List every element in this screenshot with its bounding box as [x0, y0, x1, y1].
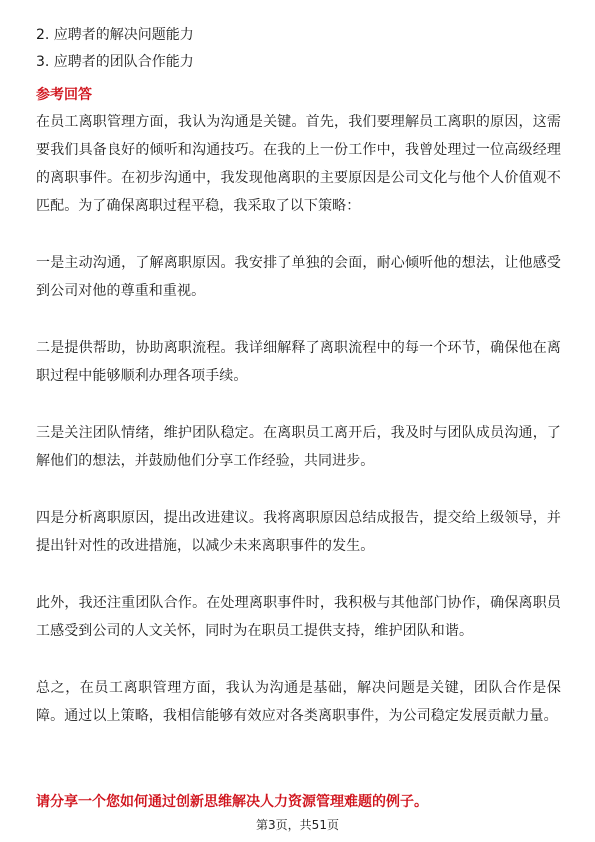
answer-paragraph: 在员工离职管理方面，我认为沟通是关键。首先，我们要理解员工离职的原因，这需要我们具备良好的倾听和沟通技巧。在我的上一份工作中，我曾处理过一位高级经理的离职事件。在初步沟通中，我发现他离职的主要原因是公司文化与他个人价值观不匹配。为了确保离职过程平稳，我采取了以下策略：: [36, 114, 561, 214]
page-footer: 第3页，共51页: [256, 818, 339, 832]
answer-heading: 参考回答: [36, 87, 92, 103]
list-item: 3. 应聘者的团队合作能力: [36, 54, 194, 70]
answer-paragraph: 四是分析离职原因，提出改进建议。我将离职原因总结成报告，提交给上级领导，并提出针对性的改进措施，以减少未来离职事件的发生。: [36, 510, 561, 554]
answer-paragraph: 此外，我还注重团队合作。在处理离职事件时，我积极与其他部门协作，确保离职员工感受到公司的人文关怀，同时为在职员工提供支持，维护团队和谐。: [36, 595, 561, 639]
answer-paragraph: 三是关注团队情绪，维护团队稳定。在离职员工离开后，我及时与团队成员沟通，了解他们的想法，并鼓励他们分享工作经验，共同进步。: [36, 425, 561, 469]
list-item: 2. 应聘者的解决问题能力: [36, 27, 194, 43]
answer-paragraph: 总之，在员工离职管理方面，我认为沟通是基础，解决问题是关键，团队合作是保障。通过以上策略，我相信能够有效应对各类离职事件，为公司稳定发展贡献力量。: [36, 680, 561, 724]
next-question: 请分享一个您如何通过创新思维解决人力资源管理难题的例子。: [36, 794, 428, 810]
page-content: [36, 22, 561, 730]
answer-paragraph: 二是提供帮助，协助离职流程。我详细解释了离职流程中的每一个环节，确保他在离职过程中能够顺利办理各项手续。: [36, 340, 561, 384]
answer-paragraph: 一是主动沟通，了解离职原因。我安排了单独的会面，耐心倾听他的想法，让他感受到公司对他的尊重和重视。: [36, 255, 561, 299]
